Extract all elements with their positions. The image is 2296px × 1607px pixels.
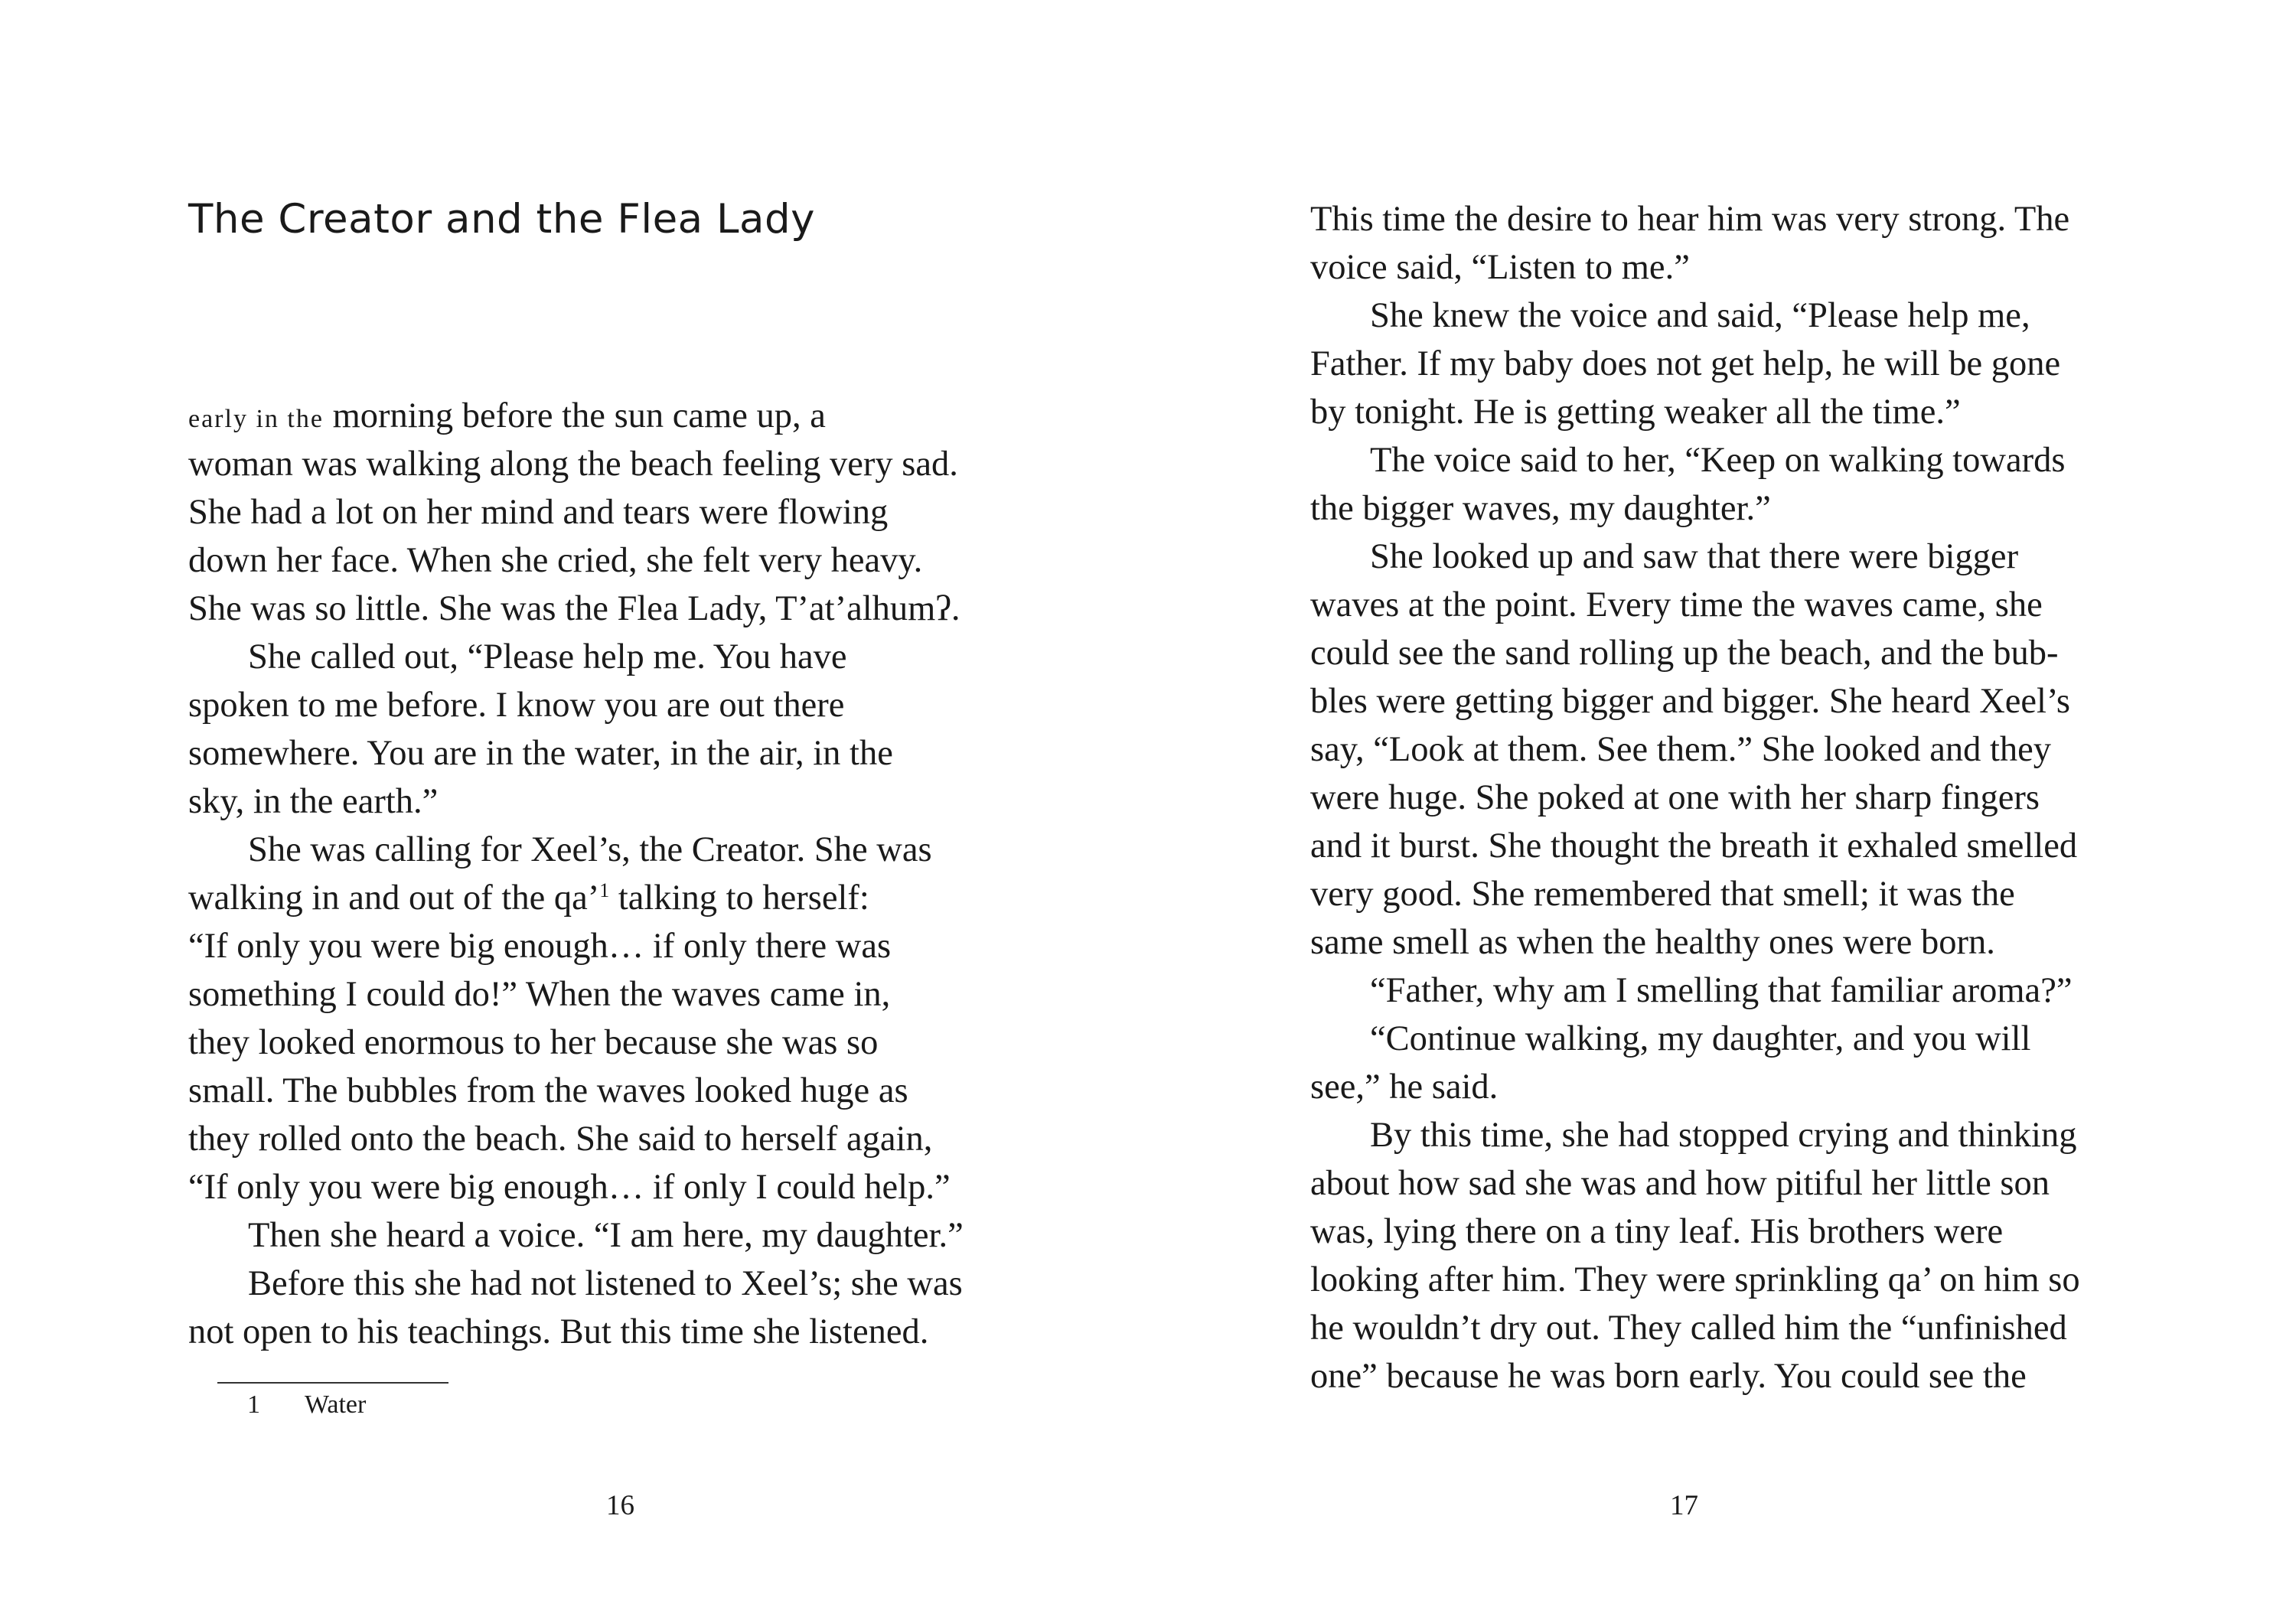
line-text: very good. She remembered that smell; it was the (1310, 875, 2015, 914)
line-text: “Father, why am I smelling that familiar aroma?” (1370, 971, 2073, 1010)
text-line (1310, 870, 2080, 918)
line-text: not open to his teachings. But this time she listened. (188, 1312, 929, 1351)
text-line (188, 970, 964, 1019)
text-line (1310, 1111, 2080, 1159)
text-line (188, 392, 964, 440)
line-text: something I could do!” When the waves came in, (188, 975, 891, 1014)
footnote-text: Water (305, 1390, 367, 1419)
line-text: spoken to me before. I know you are out there (188, 686, 845, 725)
line-text: voice said, “Listen to me.” (1310, 248, 1690, 287)
text-line (188, 1308, 964, 1356)
text-line (188, 777, 964, 826)
line-text: small. The bubbles from the waves looked huge as (188, 1071, 908, 1110)
text-line (1310, 1208, 2080, 1256)
footnote-number: 1 (247, 1390, 260, 1419)
text-line (1310, 774, 2080, 822)
text-line (188, 536, 964, 585)
page-number-left: 16 (606, 1490, 634, 1521)
line-text: somewhere. You are in the water, in the air, in the (188, 734, 893, 773)
text-line (1310, 533, 2080, 581)
left-page-text (188, 392, 964, 1356)
page-number-right: 17 (1670, 1490, 1698, 1521)
line-text: The voice said to her, “Keep on walking towards (1370, 441, 2066, 480)
footnote-reference: 1 (599, 879, 610, 901)
line-text: “If only you were big enough… if only there was (188, 927, 892, 966)
text-line (1310, 677, 2080, 725)
line-text: “If only you were big enough… if only I could help.” (188, 1168, 951, 1207)
line-text: looking after him. They were sprinkling qa’ on him so (1310, 1260, 2080, 1299)
text-line (1310, 243, 2080, 292)
line-text: he wouldn’t dry out. They called him the “unfinished (1310, 1309, 2067, 1348)
line-text-continued: talking to herself: (609, 878, 869, 918)
text-line (1310, 629, 2080, 677)
text-line (1310, 1015, 2080, 1063)
text-line (188, 922, 964, 970)
line-text: waves at the point. Every time the waves came, she (1310, 585, 2043, 624)
line-text: down her face. When she cried, she felt very heavy. (188, 541, 923, 580)
text-line (188, 633, 964, 681)
line-text: one” because he was born early. You could see the (1310, 1357, 2027, 1396)
line-text: Father. If my baby does not get help, he will be gone (1310, 344, 2061, 383)
line-text: Then she heard a voice. “I am here, my daughter.” (248, 1216, 964, 1255)
line-text: She looked up and saw that there were bigger (1370, 537, 2019, 576)
line-text: Before this she had not listened to Xeel’s; she was (248, 1264, 963, 1303)
small-caps-lead: early in the (188, 405, 324, 433)
text-line (1310, 1256, 2080, 1304)
text-line (1310, 581, 2080, 629)
text-line (188, 1260, 964, 1308)
line-text: She was calling for Xeel’s, the Creator. She was (248, 830, 932, 869)
text-line (188, 1211, 964, 1260)
line-text: By this time, she had stopped crying and thinking (1370, 1116, 2077, 1155)
line-text: was, lying there on a tiny leaf. His brothers were (1310, 1212, 2004, 1251)
text-line (188, 440, 964, 488)
line-text: This time the desire to hear him was very strong. The (1310, 200, 2070, 239)
footnote (247, 1388, 366, 1422)
line-text: morning before the sun came up, a (323, 396, 826, 435)
line-text: about how sad she was and how pitiful her little son (1310, 1164, 2050, 1203)
line-text: could see the sand rolling up the beach, and the bub- (1310, 634, 2059, 673)
text-line (1310, 292, 2080, 340)
footnote-rule (217, 1382, 448, 1384)
line-text: She was so little. She was the Flea Lady, T’at’alhumʔ. (188, 589, 960, 628)
text-line (1310, 1352, 2080, 1400)
line-text: She knew the voice and said, “Please help me, (1370, 296, 2030, 335)
text-line (1310, 340, 2080, 388)
text-line (1310, 484, 2080, 533)
line-text: were huge. She poked at one with her sharp fingers (1310, 778, 2040, 817)
line-text: say, “Look at them. See them.” She looked and they (1310, 730, 2052, 769)
text-line (188, 585, 964, 633)
chapter-title: The Creator and the Flea Lady (188, 196, 816, 243)
text-line (188, 681, 964, 729)
text-line (188, 1019, 964, 1067)
text-line (1310, 195, 2080, 243)
line-text: same smell as when the healthy ones were born. (1310, 923, 1995, 962)
line-text: walking in and out of the qa’ (188, 878, 600, 918)
text-line (1310, 822, 2080, 870)
line-text: they looked enormous to her because she was so (188, 1023, 879, 1062)
line-text: “Continue walking, my daughter, and you will (1370, 1019, 2031, 1058)
text-line (1310, 966, 2080, 1015)
line-text: sky, in the earth.” (188, 782, 439, 821)
right-page-text (1310, 195, 2080, 1400)
text-line (188, 1115, 964, 1163)
text-line (188, 729, 964, 777)
line-text: by tonight. He is getting weaker all the time.” (1310, 393, 1961, 432)
line-text: She called out, “Please help me. You have (248, 637, 847, 676)
line-text: She had a lot on her mind and tears were flowing (188, 493, 889, 532)
text-line (188, 1067, 964, 1115)
text-line (1310, 436, 2080, 484)
text-line (1310, 725, 2080, 774)
text-line (188, 1163, 964, 1211)
line-text: they rolled onto the beach. She said to herself again, (188, 1120, 933, 1159)
text-line (1310, 1159, 2080, 1208)
right-page (1148, 0, 2296, 1607)
text-line (188, 488, 964, 536)
line-text: woman was walking along the beach feeling very sad. (188, 445, 958, 484)
text-line (1310, 1304, 2080, 1352)
line-text: bles were getting bigger and bigger. She heard Xeel’s (1310, 682, 2070, 721)
text-line (1310, 1063, 2080, 1111)
text-line (1310, 388, 2080, 436)
line-text: see,” he said. (1310, 1068, 1499, 1107)
text-line (188, 874, 964, 922)
text-line (1310, 918, 2080, 966)
line-text: the bigger waves, my daughter.” (1310, 489, 1771, 528)
line-text: and it burst. She thought the breath it exhaled smelled (1310, 826, 2078, 865)
text-line (188, 826, 964, 874)
